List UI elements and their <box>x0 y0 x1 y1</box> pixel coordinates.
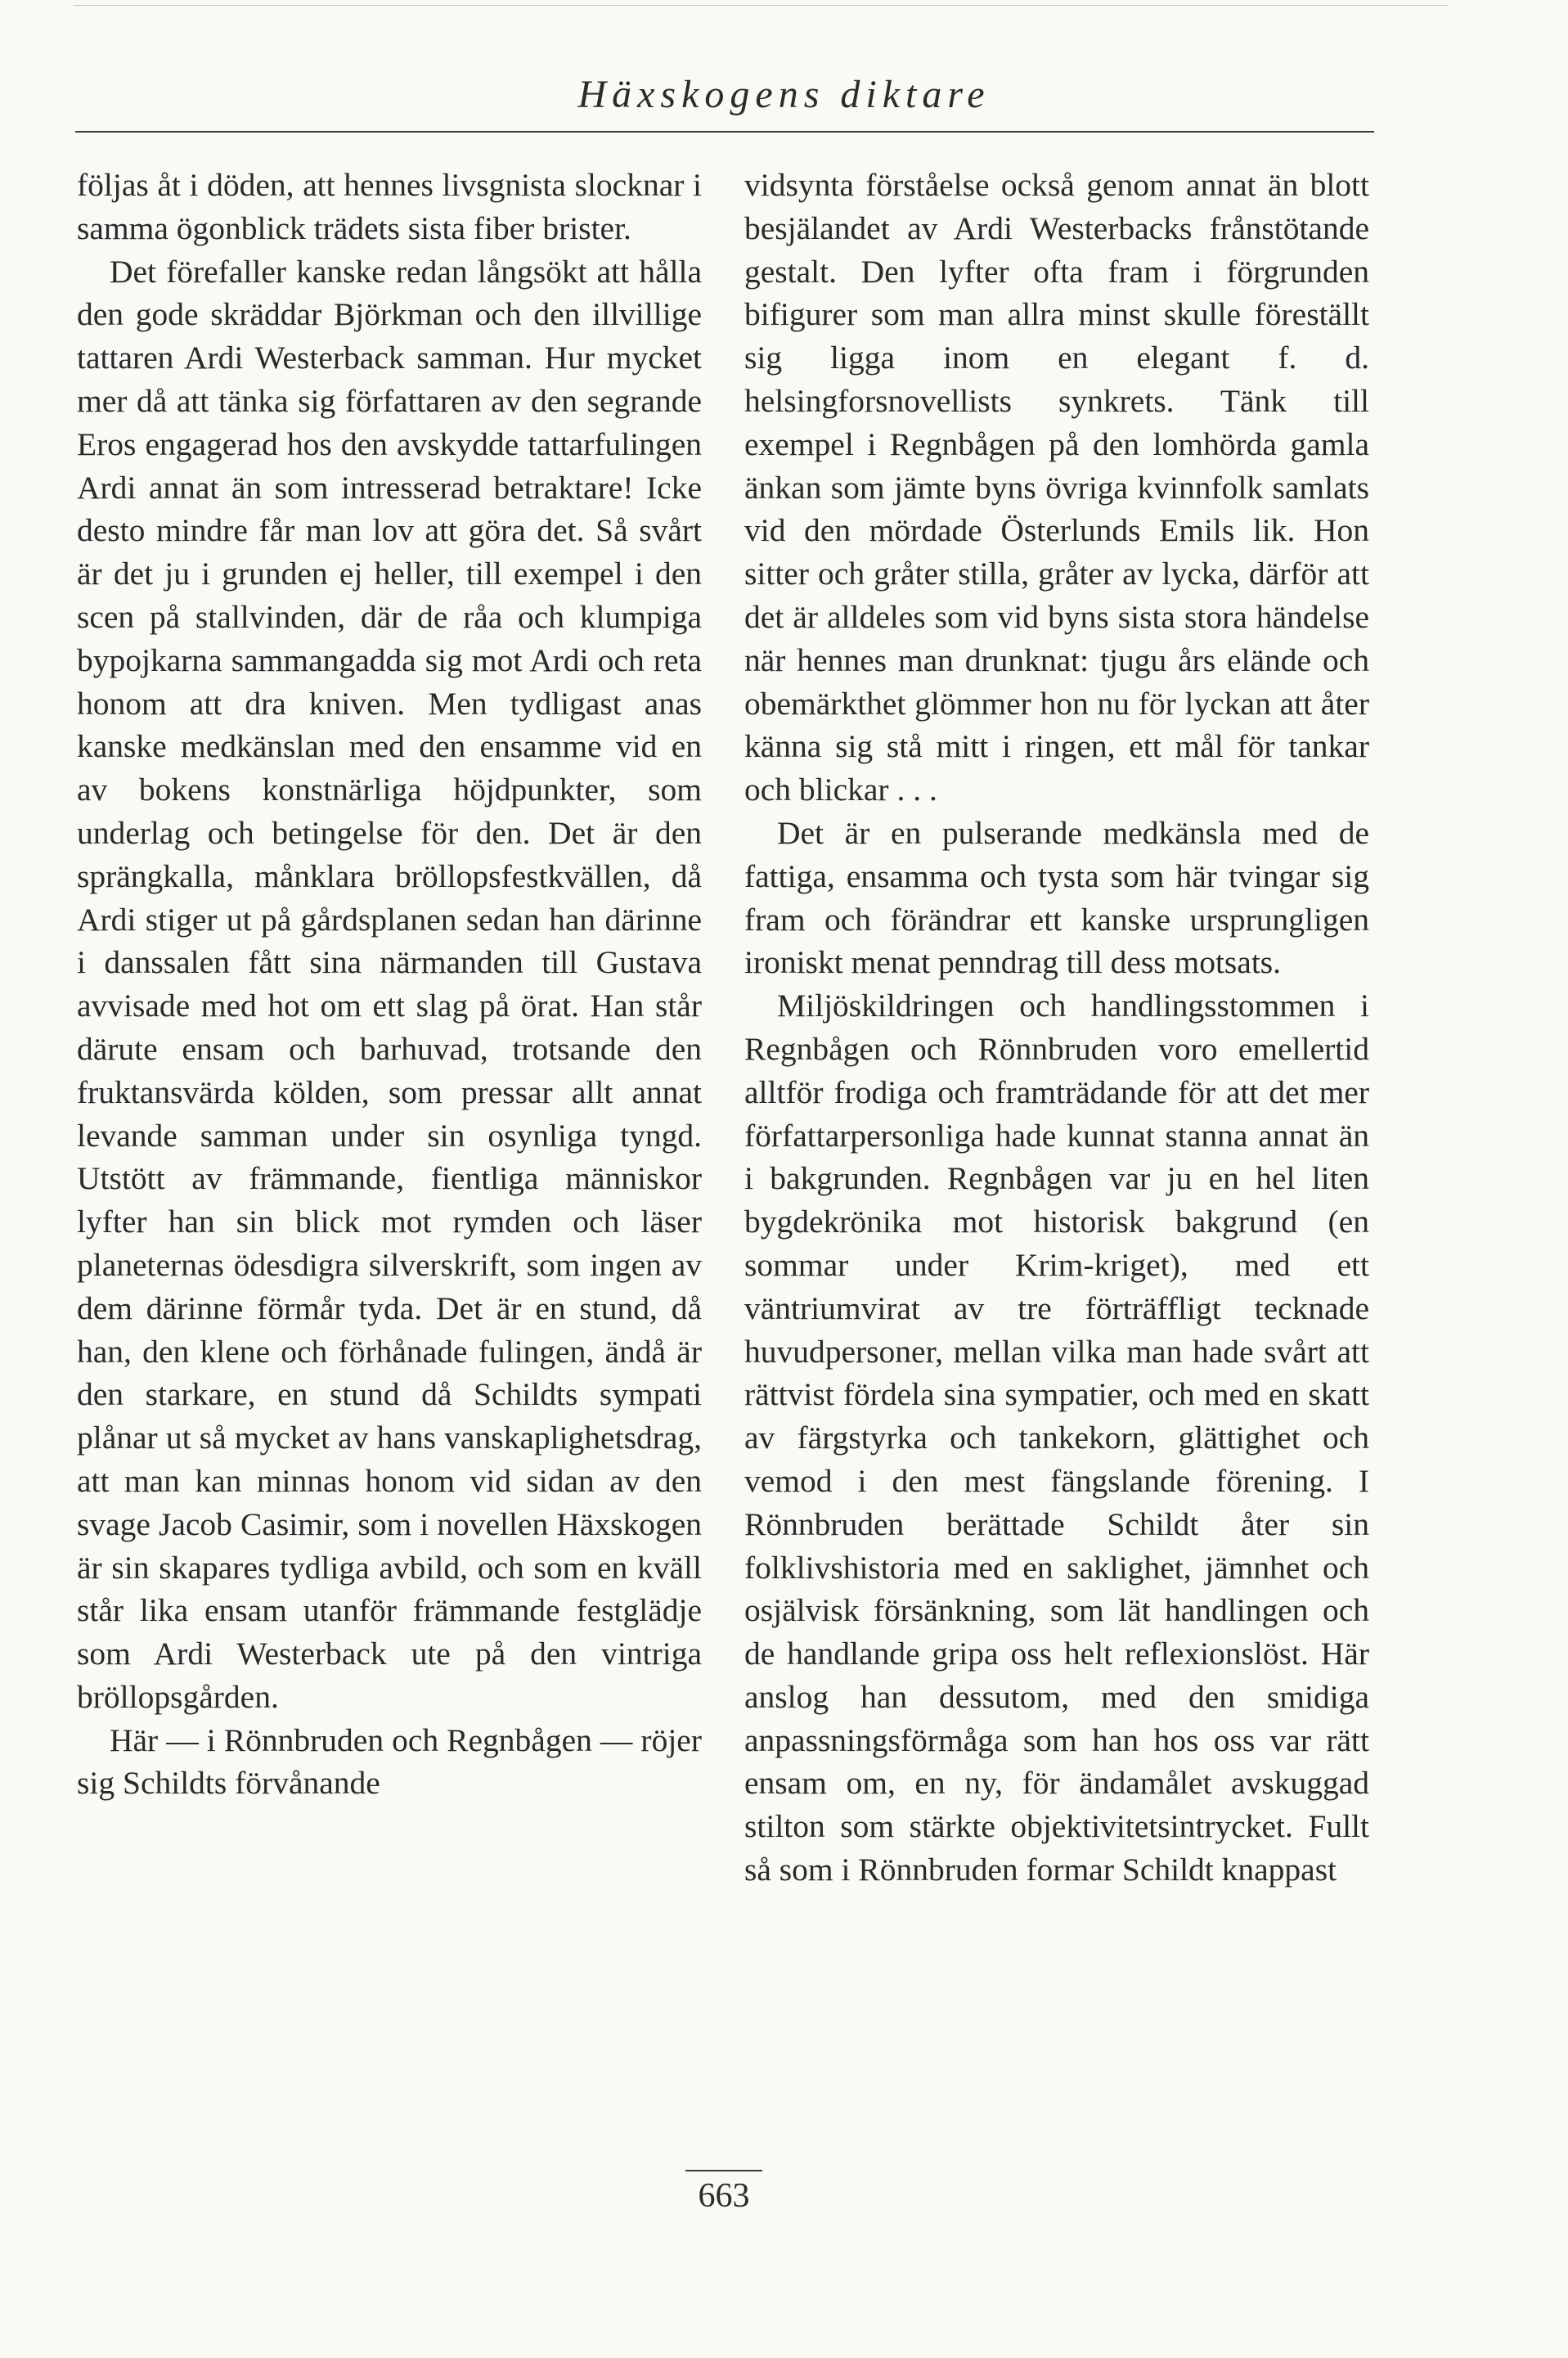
paragraph: Miljöskildringen och handlingsstommen i Regnbågen och Rönnbruden voro emellertid alltför frodiga och framträdande för att det mer författarpersonliga hade kunnat stanna annat än i bakgrunden. Regnbågen var ju en hel liten bygdekrönika mot historisk bakgrund (en sommar under Krim-kriget), med ett väntriumvirat av tre förträffligt tecknade huvudpersoner, mellan vilka man hade svårt att rättvist fördela sina sympatier, och med en skatt av färgstyrka och tankekorn, glättighet och vemod i den mest fängslande förening. I Rönnbruden berättade Schildt åter sin folklivshistoria med en saklighet, jämnhet och osjälvisk försänkning, som lät handlingen och de handlande gripa oss helt reflexionslöst. Här anslog han dessutom, med den smidiga anpassningsförmåga som han hos oss var rätt ensam om, en ny, för ändamålet avskuggad stilton som stärkte objektivitetsintrycket. Fullt så som i Rönnbruden formar Schildt knappast <box>744 988 1369 1888</box>
paragraph: Det förefaller kanske redan långsökt att hålla den gode skräddar Björkman och den illvillige tattaren Ardi Westerback samman. Hur mycket mer då att tänka sig författaren av den segrande Eros engagerad hos den avskydde tattarfulingen Ardi annat än som intresserad betraktare! Icke desto mindre får man lov att göra det. Så svårt är det ju i grunden ej heller, till exempel i den scen på stallvinden, där de råa och klumpiga bypojkarna sammangadda sig mot Ardi och reta honom att dra kniven. Men tydligast anas kanske medkänslan med den ensamme vid en av bokens konstnärliga höjdpunkter, som underlag och betingelse för den. Det är den sprängkalla, månklara bröllopsfestkvällen, då Ardi stiger ut på gårdsplanen sedan han därinne i danssalen fått sina närmanden till Gustava avvisade med hot om ett slag på örat. Han står därute ensam och barhuvad, trotsande den fruktansvärda kölden, som pressar allt annat levande samman under sin osynliga tyngd. Utstött av främmande, fientliga människor lyfter han sin blick mot rymden och läser planeternas ödesdigra silverskrift, som ingen av dem därinne förmår tyda. Det är en stund, då han, den klene och förhånade fulingen, ändå är den starkare, en stund då Schildts sympati plånar ut så mycket av hans vanskaplighetsdrag, att man kan minnas honom vid sidan av den svage Jacob Casimir, som i novellen Häxskogen är sin skapares tydliga avbild, och som en kväll står lika ensam utanför främmande festglädje som Ardi Westerback ute på den vintriga bröllopsgården. <box>77 253 702 1715</box>
top-edge-rule <box>74 5 1448 6</box>
folio-rule <box>685 2170 762 2171</box>
running-head: Häxskogens diktare <box>577 73 991 116</box>
paragraph: Det är en pulserande medkänsla med de fattiga, ensamma och tysta som här tvingar sig fram och förändrar ett kanske ursprungligen ironiskt menat penndrag till dess motsats. <box>744 814 1369 981</box>
paragraph: Här — i Rönnbruden och Regnbågen — röjer sig Schildts förvånande <box>77 1721 702 1802</box>
paragraph: vidsynta förståelse också genom annat än blott besjälandet av Ardi Westerbacks frånstötande gestalt. Den lyfter ofta fram i förgrunden bifigurer som man allra minst skulle föreställt sig ligga inom en elegant f. d. helsingforsnovellists synkrets. Tänk till exempel i Regnbågen på den lomhörda gamla änkan som jämte byns övriga kvinnfolk samlats vid den mördade Österlunds Emils lik. Hon sitter och gråter stilla, gråter av lycka, därför att det är alldeles som vid byns sista stora händelse när hennes man drunknat: tjugu års elände och obemärkthet glömmer hon nu för lyckan att åter känna sig stå mitt i ringen, ett mål för tankar och blickar . . . <box>744 167 1369 808</box>
header-rule <box>75 131 1374 133</box>
page-number: 663 <box>698 2177 750 2215</box>
left-column <box>77 164 702 1805</box>
paragraph: följas åt i döden, att hennes livsgnista slocknar i samma ögonblick trädets sista fiber brister. <box>77 167 702 246</box>
right-column <box>744 164 1369 1892</box>
